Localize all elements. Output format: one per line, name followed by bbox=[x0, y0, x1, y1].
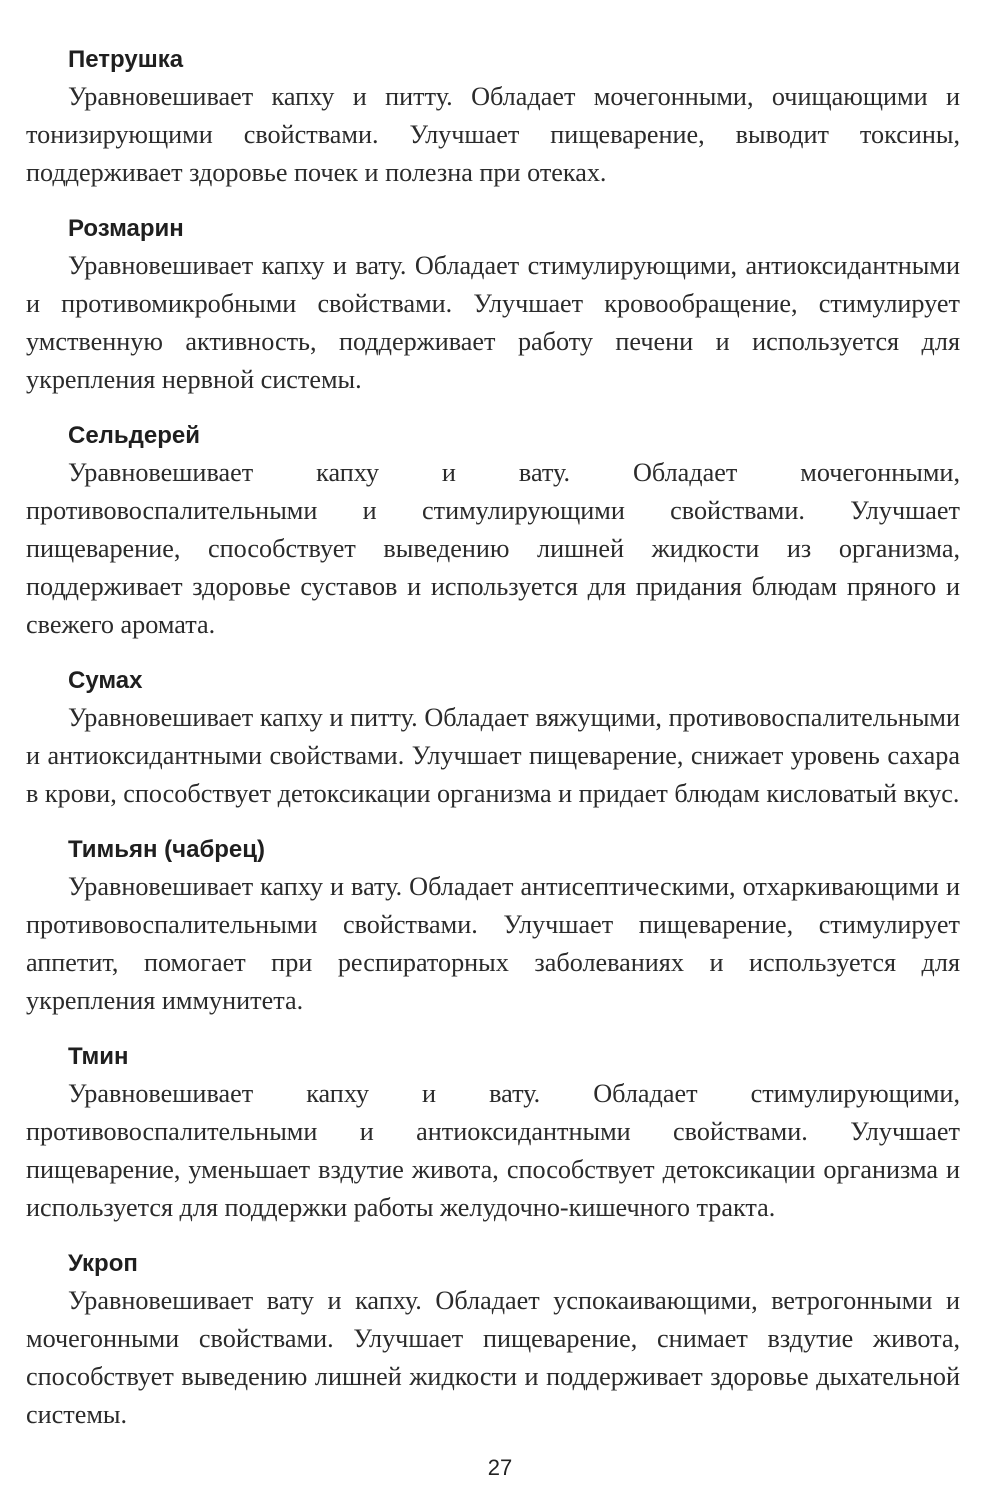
entry-text: Уравновешивает капху и вату. Обладает антисептическими, отхаркивающими и противовоспалительными свойствами. Улучшает пищеварение, стимулирует аппетит, помогает при респираторных заболеваниях и используется для укрепления иммунитета. bbox=[26, 872, 960, 1015]
entry-text: Уравновешивает вату и капху. Обладает успокаивающими, ветрогонными и мочегонными свойствами. Улучшает пищеварение, снимает вздутие живота, способствует выведению лишней жидкости и поддерживает здоровье дыхательной системы. bbox=[26, 1286, 960, 1429]
entry-rosemary bbox=[26, 211, 960, 399]
entry-text: Уравновешивает капху и вату. Обладает стимулирующими, противовоспалительными и антиоксидантными свойствами. Улучшает пищеварение, уменьшает вздутие живота, способствует детоксикации организма и используется для поддержки работы желудочно-кишечного тракта. bbox=[26, 1079, 960, 1222]
entry-caraway bbox=[26, 1039, 960, 1227]
page-number: 27 bbox=[487, 1455, 513, 1480]
entry-celery bbox=[26, 418, 960, 644]
entry-dill bbox=[26, 1246, 960, 1434]
entry-title: Розмарин bbox=[68, 215, 184, 242]
entry-text: Уравновешивает капху и питту. Обладает вяжущими, противовоспалительными и антиоксидантными свойствами. Улучшает пищеварение, снижает уровень сахара в крови, способствует детоксикации организма и придает блюдам кисловатый вкус. bbox=[26, 703, 960, 808]
entry-text: Уравновешивает капху и питту. Обладает мочегонными, очищающими и тонизирующими свойствами. Улучшает пищеварение, выводит токсины, поддерживает здоровье почек и полезна при отеках. bbox=[26, 82, 960, 187]
entry-title: Сумах bbox=[68, 667, 143, 694]
entry-title: Тимьян (чабрец) bbox=[68, 836, 266, 863]
entry-title: Петрушка bbox=[68, 46, 184, 73]
herb-entries bbox=[26, 42, 960, 1453]
entry-text: Уравновешивает капху и вату. Обладает мочегонными, противовоспалительными и стимулирующими свойствами. Улучшает пищеварение, способствует выведению лишней жидкости из организма, поддерживает здоровье суставов и используется для придания блюдам пряного и свежего аромата. bbox=[26, 458, 960, 639]
entry-title: Сельдерей bbox=[68, 422, 201, 449]
entry-title: Тмин bbox=[68, 1043, 129, 1070]
entry-sumac bbox=[26, 663, 960, 813]
entry-parsley bbox=[26, 42, 960, 192]
entry-text: Уравновешивает капху и вату. Обладает стимулирующими, антиоксидантными и противомикробными свойствами. Улучшает кровообращение, стимулирует умственную активность, поддерживает работу печени и используется для укрепления нервной системы. bbox=[26, 251, 960, 394]
entry-thyme bbox=[26, 832, 960, 1020]
entry-title: Укроп bbox=[68, 1250, 138, 1277]
